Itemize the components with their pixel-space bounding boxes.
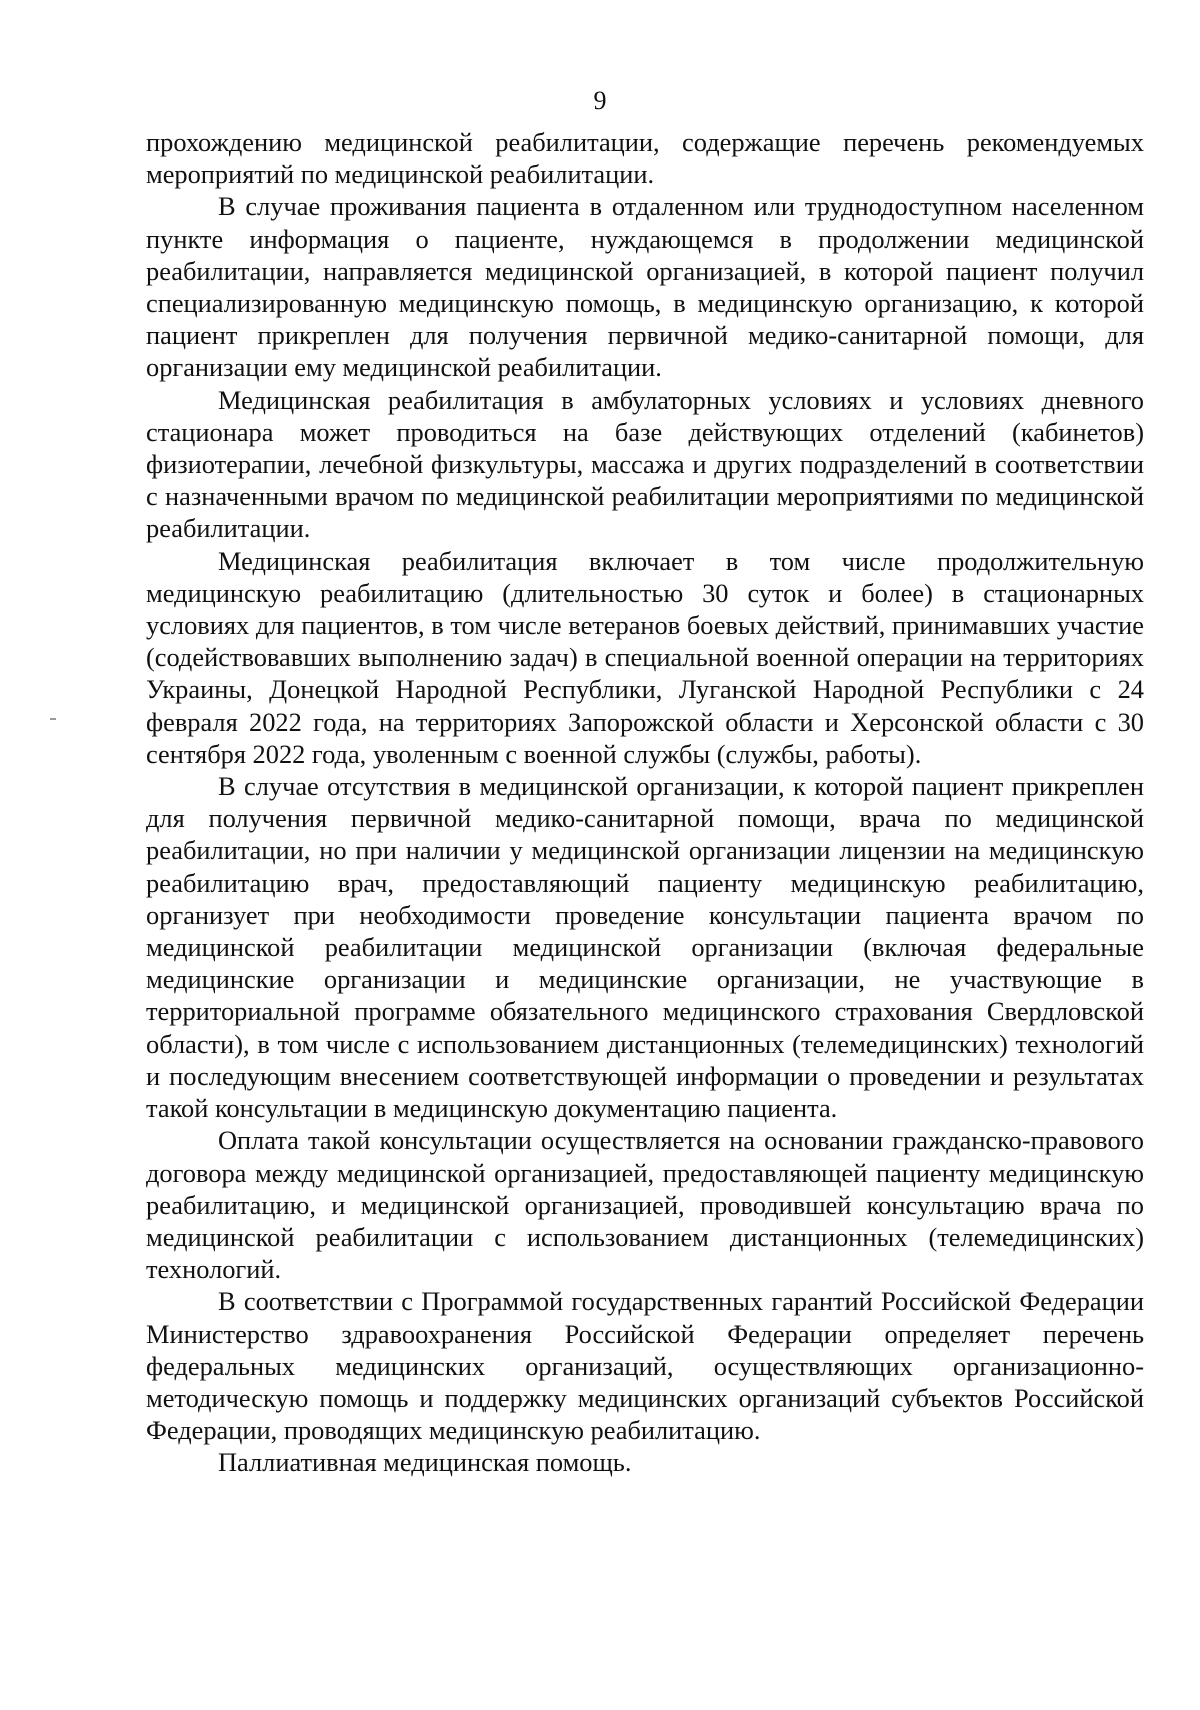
- paragraph-rehabilitation-recommendations: прохождению медицинской реабилитации, содержащие перечень рекомендуемых мероприятий по медицинской реабилитации.: [146, 127, 1144, 190]
- page-number: 9: [593, 86, 607, 115]
- paragraph-long-term-rehabilitation: Медицинская реабилитация включает в том числе продолжительную медицинскую реабилитацию (длительностью 30 суток и более) в стационарных условиях для пациентов, в том числе ветеранов боевых действий, принимавших участие (содействовавших выполнению задач) в специальной военной операции на территориях Украины, Донецкой Народной Республики, Луганской Народной Республики с 24 февраля 2022 года, на территориях Запорожской области и Херсонской области с 30 сентября 2022 года, уволенным с военной службы (службы, работы).: [146, 545, 1144, 769]
- paragraph-remote-settlement: В случае проживания пациента в отдаленном или труднодоступном населенном пункте информация о пациенте, нуждающемся в продолжении медицинской реабилитации, направляется медицинской организацией, в которой пациент получил специализированную медицинскую помощь, в медицинскую организацию, к которой пациент прикреплен для получения первичной медико-санитарной помощи, для организации ему медицинской реабилитации.: [146, 191, 1144, 383]
- paragraph-consultation-payment: Оплата такой консультации осуществляется на основании гражданско-правового договора между медицинской организацией, предоставляющей пациенту медицинскую реабилитацию, и медицинской организацией, проводившей консультацию врача по медицинской реабилитации с использованием дистанционных (телемедицинских) технологий.: [146, 1125, 1144, 1285]
- section-heading-palliative-care: Паллиативная медицинская помощь.: [218, 1447, 632, 1478]
- paragraph-absence-of-specialist: В случае отсутствия в медицинской организации, к которой пациент прикреплен для получения первичной медико-санитарной помощи, врача по медицинской реабилитации, но при наличии у медицинской организации лицензии на медицинскую реабилитацию врач, предоставляющий пациенту медицинскую реабилитацию, организует при необходимости проведение консультации пациента врачом по медицинской реабилитации медицинской организации (включая федеральные медицинские организации и медицинские организации, не участвующие в территориальной программе обязательного медицинского страхования Свердловской области), в том числе с использованием дистанционных (телемедицинских) технологий и последующим внесением соответствующей информации о проведении и результатах такой консультации в медицинскую документацию пациента.: [146, 771, 1144, 1124]
- paragraph-outpatient-rehabilitation: Медицинская реабилитация в амбулаторных условиях и условиях дневного стационара может проводиться на базе действующих отделений (кабинетов) физиотерапии, лечебной физкультуры, массажа и других подразделений в соответствии с назначенными врачом по медицинской реабилитации мероприятиями по медицинской реабилитации.: [146, 384, 1144, 544]
- paragraph-federal-organizations: В соответствии с Программой государственных гарантий Российской Федерации Министерство здравоохранения Российской Федерации определяет перечень федеральных медицинских организаций, осуществляющих организационно-методическую помощь и поддержку медицинских организаций субъектов Российской Федерации, проводящих медицинскую реабилитацию.: [146, 1286, 1144, 1446]
- scan-margin-mark: [50, 718, 56, 720]
- document-body: [146, 126, 1144, 1479]
